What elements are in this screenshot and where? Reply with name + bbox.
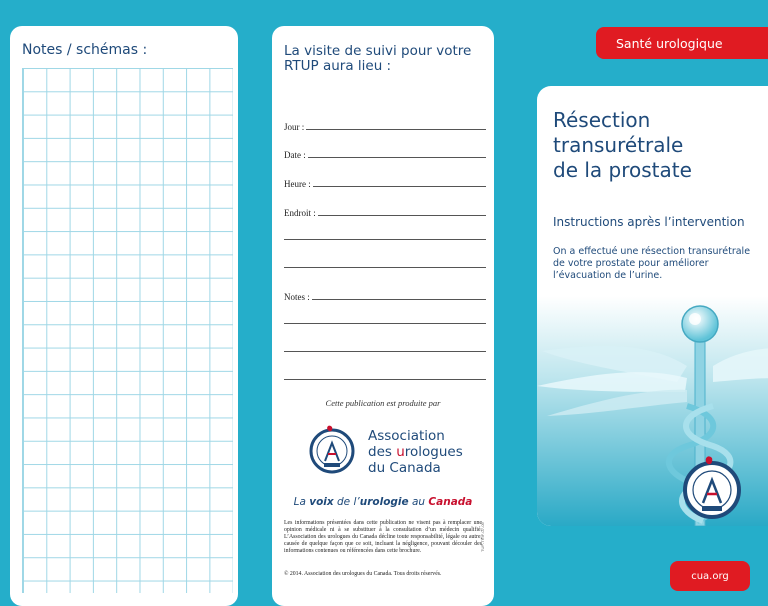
- copyright: © 2014. Association des urologues du Canada. Tous droits réservés.: [284, 571, 442, 577]
- produced-by: Cette publication est produite par: [325, 398, 441, 408]
- website-link[interactable]: cua.org: [670, 561, 750, 591]
- notes-label: Notes :: [284, 292, 310, 302]
- notes-title: Notes / schémas :: [22, 42, 148, 58]
- date-label: Date :: [284, 150, 306, 160]
- place-label: Endroit :: [284, 208, 316, 218]
- day-field[interactable]: [284, 118, 486, 132]
- disclaimer: Les informations présentées dans cette publication ne visent pas à remplacer une opinion médicale ni à se substituer à la consultation d’un médecin qualifié. L’Association des urologues du Canada décline toute responsabilité, légale ou autre, causée de quelque façon que ce soit, incluant la négligence, pouvant découler des informations contenues ou référencées dans cette brochure.: [284, 520, 482, 554]
- cua-seal-logo-large: [681, 452, 743, 520]
- notes-line-4[interactable]: [284, 379, 486, 380]
- cover-subtitle: Instructions après l’intervention: [553, 215, 745, 229]
- association-name: Association des urologues du Canada: [368, 428, 463, 476]
- time-label: Heure :: [284, 179, 311, 189]
- slogan: La voix de l’urologie au Canada: [293, 496, 473, 508]
- cover-description: On a effectué une résection transurétrale de votre prostate pour améliorer l’évacuation de l’urine.: [553, 246, 751, 281]
- visit-panel: [272, 26, 494, 606]
- date-field[interactable]: [284, 146, 486, 160]
- time-field[interactable]: [284, 175, 486, 189]
- category-tag: Santé urologique: [596, 27, 768, 59]
- place-line-2[interactable]: [284, 239, 486, 240]
- visit-title: La visite de suivi pour votre RTUP aura lieu :: [284, 43, 472, 74]
- notes-line-2[interactable]: [284, 323, 486, 324]
- day-label: Jour :: [284, 122, 305, 132]
- notes-field[interactable]: [284, 288, 486, 302]
- cua-seal-logo: [307, 421, 357, 475]
- cover-title: Résection transurétrale de la prostate: [553, 108, 692, 182]
- place-line-3[interactable]: [284, 267, 486, 268]
- document-code: TUP-TRIF-07-09: [480, 522, 485, 552]
- notes-grid: [22, 68, 233, 593]
- notes-line-3[interactable]: [284, 351, 486, 352]
- place-field[interactable]: [284, 204, 486, 218]
